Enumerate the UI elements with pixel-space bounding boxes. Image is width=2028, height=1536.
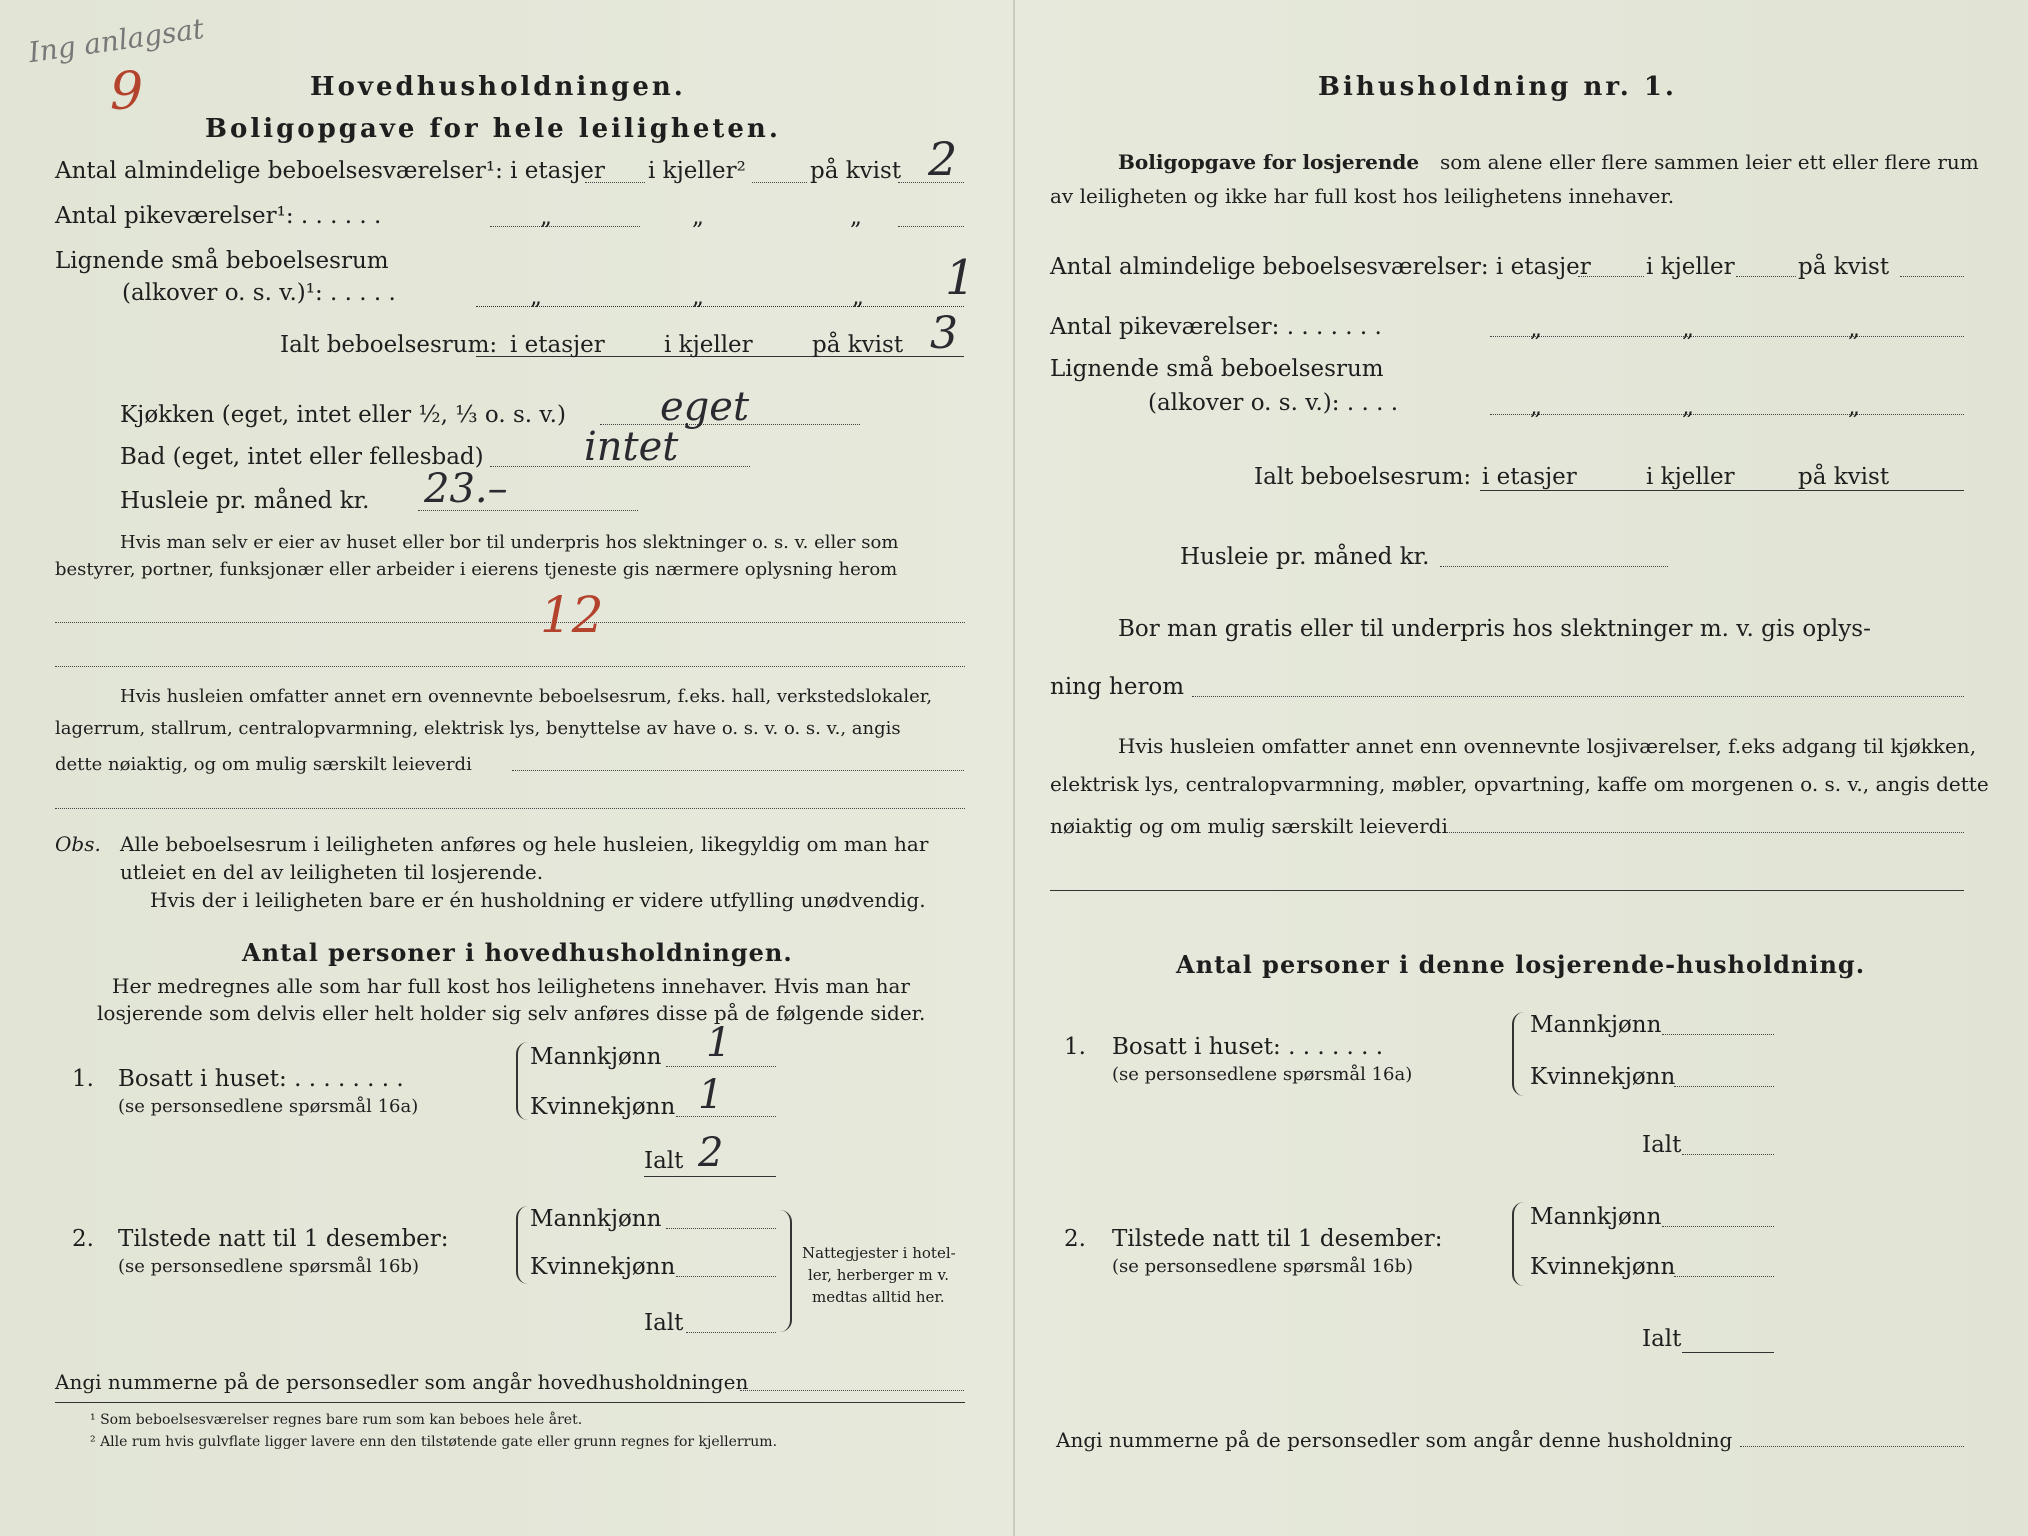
q2-number: 2.: [72, 1226, 94, 1252]
r-q2-ialt-label: Ialt: [1642, 1326, 1682, 1352]
persons-text-2: losjerende som delvis eller helt holder sig selv anføres disse på de følgende sider.: [97, 1001, 926, 1025]
r-q1-label: Bosatt i huset: . . . . . . .: [1112, 1034, 1384, 1060]
gratis-text-2: ning herom: [1050, 674, 1185, 700]
q1-ialt-label: Ialt: [644, 1148, 684, 1174]
lign-label-1: Lignende små beboelsesrum: [55, 248, 389, 274]
ditto-mark: „: [1530, 394, 1542, 420]
r-q2-kvinne-label: Kvinnekjønn: [1530, 1254, 1676, 1280]
lign-label-2: (alkover o. s. v.)¹: . . . . .: [122, 280, 396, 306]
kitchen-label: Kjøkken (eget, intet eller ½, ⅓ o. s. v.): [120, 402, 566, 428]
ditto-mark: „: [692, 204, 704, 230]
r-ialt-label: Ialt beboelsesrum:: [1254, 464, 1472, 490]
ditto-mark: „: [1682, 394, 1694, 420]
right-title: Bihusholdning nr. 1.: [1318, 72, 1677, 102]
r-rooms-kjeller-label: i kjeller: [1646, 254, 1735, 280]
incl-text-2: lagerrum, stallrum, centralopvarmning, elektrisk lys, benyttelse av have o. s. v. o. s. v., angis: [55, 718, 901, 739]
q2-ialt-label: Ialt: [644, 1310, 684, 1336]
ditto-mark: „: [530, 284, 542, 310]
r-rooms-label: Antal almindelige beboelsesværelser: i etasjer: [1050, 254, 1591, 280]
ditto-mark: „: [1530, 316, 1542, 342]
r-q2-sub: (se personsedlene spørsmål 16b): [1112, 1256, 1414, 1277]
night-note-3: medtas alltid her.: [812, 1288, 945, 1306]
owner-text-1: Hvis man selv er eier av huset eller bor til underpris hos slektninger o. s. v. eller som: [120, 532, 899, 553]
left-title: Hovedhusholdningen.: [310, 72, 686, 102]
r-q2-number: 2.: [1064, 1226, 1086, 1252]
r-lign-label-2: (alkover o. s. v.): . . . .: [1148, 390, 1399, 416]
ialt-kvist: på kvist: [812, 332, 904, 358]
q1-number: 1.: [72, 1066, 94, 1092]
persons-text-1: Her medregnes alle som har full kost hos leilighetens innehaver. Hvis man har: [112, 974, 910, 998]
left-subtitle: Boligopgave for hele leiligheten.: [205, 114, 781, 144]
r-rooms-kvist-label: på kvist: [1798, 254, 1890, 280]
rooms-kvist-label: på kvist: [810, 158, 902, 184]
intro-text-1: som alene eller flere sammen leier ett eller flere rum: [1440, 150, 1979, 174]
pike-label: Antal pikeværelser¹: . . . . . .: [55, 203, 382, 229]
ditto-mark: „: [540, 204, 552, 230]
r-q1-sub: (se personsedlene spørsmål 16a): [1112, 1064, 1413, 1085]
r-rent-label: Husleie pr. måned kr.: [1180, 544, 1430, 570]
ditto-mark: „: [1848, 316, 1860, 342]
bath-label: Bad (eget, intet eller fellesbad): [120, 444, 484, 470]
ialt-label: Ialt beboelsesrum:: [280, 332, 498, 358]
ditto-mark: „: [852, 284, 864, 310]
r-incl-text-2: elektrisk lys, centralopvarmning, møbler, opvartning, kaffe om morgenen o. s. v., angis dette: [1050, 772, 1989, 796]
r-q1-mann-label: Mannkjønn: [1530, 1012, 1662, 1038]
angi-left: Angi nummerne på de personsedler som angår hovedhusholdningen: [55, 1370, 749, 1394]
obs-text-1: Alle beboelsesrum i leiligheten anføres og hele husleien, likegyldig om man har: [120, 832, 929, 856]
rent-value: 23.–: [424, 466, 508, 512]
r-q1-kvinne-label: Kvinnekjønn: [1530, 1064, 1676, 1090]
r-incl-text-3: nøiaktig og om mulig særskilt leieverdi: [1050, 814, 1448, 838]
q1-kvinne-label: Kvinnekjønn: [530, 1094, 676, 1120]
night-note-1: Nattegjester i hotel-: [802, 1244, 956, 1262]
q1-sub: (se personsedlene spørsmål 16a): [118, 1096, 419, 1117]
rooms-kvist-value: 2: [928, 132, 958, 186]
bath-value: intet: [584, 424, 679, 470]
ditto-mark: „: [692, 284, 704, 310]
gratis-text-1: Bor man gratis eller til underpris hos slektninger m. v. gis oplys-: [1118, 616, 1871, 642]
angi-right: Angi nummerne på de personsedler som angår denne husholdning: [1056, 1428, 1733, 1452]
intro-bold: Boligopgave for losjerende: [1118, 150, 1420, 174]
red-mark: 12: [540, 586, 604, 644]
rent-label: Husleie pr. måned kr.: [120, 488, 370, 514]
lign-kvist-value: 1: [945, 250, 976, 306]
r-incl-text-1: Hvis husleien omfatter annet enn ovennevnte losjiværelser, f.eks adgang til kjøkken,: [1118, 734, 1977, 758]
q1-label: Bosatt i huset: . . . . . . . .: [118, 1066, 404, 1092]
r-q2-label: Tilstede natt til 1 desember:: [1112, 1226, 1443, 1252]
r-ialt-etasjer: i etasjer: [1482, 464, 1577, 490]
ditto-mark: „: [1848, 394, 1860, 420]
rooms-kjeller-label: i kjeller²: [648, 158, 746, 184]
ialt-kjeller: i kjeller: [664, 332, 753, 358]
incl-text-1: Hvis husleien omfatter annet ern ovennevnte beboelsesrum, f.eks. hall, verkstedslokaler,: [120, 686, 933, 707]
r-q1-number: 1.: [1064, 1034, 1086, 1060]
night-note-2: ler, herberger m v.: [808, 1266, 949, 1284]
q1-kvinne-value: 1: [698, 1072, 724, 1118]
r-q2-mann-label: Mannkjønn: [1530, 1204, 1662, 1230]
persons-title: Antal personer i hovedhusholdningen.: [242, 938, 793, 967]
owner-text-2: bestyrer, portner, funksjonær eller arbeider i eierens tjeneste gis nærmere oplysning herom: [55, 559, 898, 580]
footnote-1: ¹ Som beboelsesværelser regnes bare rum som kan beboes hele året.: [90, 1412, 583, 1428]
obs-text-3: Hvis der i leiligheten bare er én husholdning er videre utfylling unødvendig.: [150, 888, 926, 912]
ditto-mark: „: [1682, 316, 1694, 342]
r-lign-label-1: Lignende små beboelsesrum: [1050, 356, 1384, 382]
q2-sub: (se personsedlene spørsmål 16b): [118, 1256, 420, 1277]
r-ialt-kjeller: i kjeller: [1646, 464, 1735, 490]
q2-mann-label: Mannkjønn: [530, 1206, 662, 1232]
page-fold: [1013, 0, 1015, 1536]
incl-text-3: dette nøiaktig, og om mulig særskilt leieverdi: [55, 754, 472, 775]
rooms-label: Antal almindelige beboelsesværelser¹: i etasjer: [55, 158, 605, 184]
obs-label: Obs.: [55, 832, 101, 856]
q2-label: Tilstede natt til 1 desember:: [118, 1226, 449, 1252]
ialt-kvist-value: 3: [930, 308, 958, 359]
kitchen-value: eget: [660, 384, 750, 430]
q1-ialt-value: 2: [698, 1130, 724, 1176]
ialt-etasjer: i etasjer: [510, 332, 605, 358]
q2-kvinne-label: Kvinnekjønn: [530, 1254, 676, 1280]
q1-mann-value: 1: [706, 1020, 732, 1066]
footnote-2: ² Alle rum hvis gulvflate ligger lavere enn den tilstøtende gate eller grunn regnes for kjellerrum.: [90, 1434, 778, 1450]
r-q1-ialt-label: Ialt: [1642, 1132, 1682, 1158]
r-pike-label: Antal pikeværelser: . . . . . . .: [1050, 314, 1382, 340]
intro-text-2: av leiligheten og ikke har full kost hos leilighetens innehaver.: [1050, 184, 1675, 208]
obs-text-2: utleiet en del av leiligheten til losjerende.: [120, 860, 544, 884]
q1-mann-label: Mannkjønn: [530, 1044, 662, 1070]
r-ialt-kvist: på kvist: [1798, 464, 1890, 490]
pencil-note: Ing anlagsat: [26, 11, 206, 70]
ditto-mark: „: [850, 204, 862, 230]
r-persons-title: Antal personer i denne losjerende-husholdning.: [1176, 950, 1866, 979]
red-number: 9: [110, 62, 144, 122]
